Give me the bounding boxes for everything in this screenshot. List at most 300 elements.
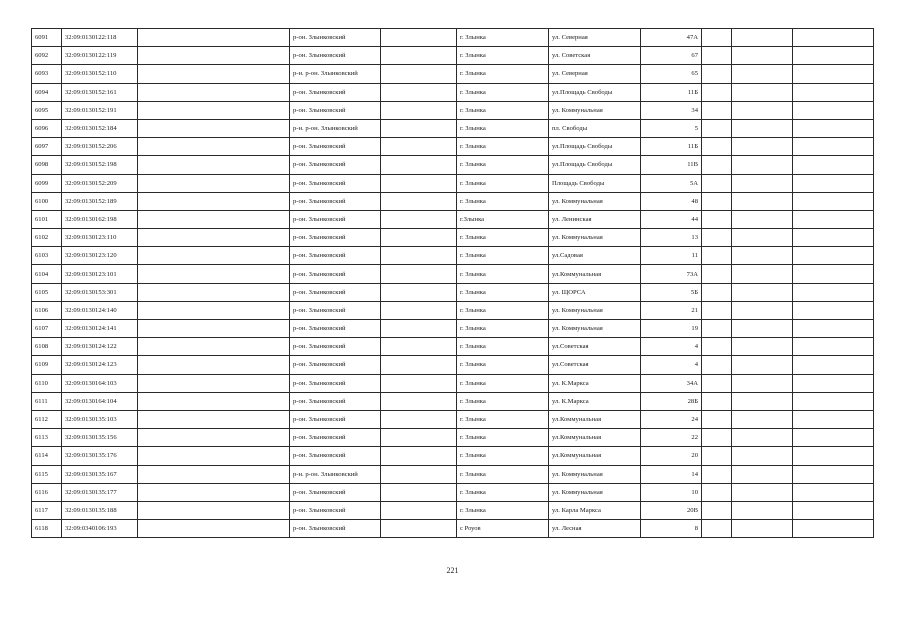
table-row (32, 247, 874, 265)
blank-cell (702, 156, 732, 174)
row-number-cell: 6117 (32, 501, 62, 519)
table-row (32, 101, 874, 119)
street-cell: ул. К.Маркса (549, 392, 641, 410)
blank-cell (381, 265, 457, 283)
blank-cell (381, 29, 457, 47)
blank-cell (702, 119, 732, 137)
cadastral-number-cell: 32:09:0130124:123 (62, 356, 138, 374)
cadastral-number-cell: 32:09:0130123:101 (62, 265, 138, 283)
district-cell: р-он. Злынковский (290, 520, 381, 538)
blank-cell (381, 210, 457, 228)
district-cell: р-он. Злынковский (290, 101, 381, 119)
cadastral-number-cell: 32:09:0130152:209 (62, 174, 138, 192)
blank-cell (381, 229, 457, 247)
house-number-cell: 8 (641, 520, 702, 538)
registry-table (31, 28, 874, 538)
blank-cell (702, 374, 732, 392)
blank-cell (381, 483, 457, 501)
street-cell: ул.Площадь Свободы (549, 83, 641, 101)
cadastral-number-cell: 32:09:0130162:198 (62, 210, 138, 228)
table-row (32, 47, 874, 65)
settlement-cell: г. Злынка (457, 447, 549, 465)
blank-cell (793, 247, 874, 265)
house-number-cell: 34А (641, 374, 702, 392)
table-row (32, 301, 874, 319)
blank-cell (381, 138, 457, 156)
street-cell: ул. Лесная (549, 520, 641, 538)
blank-cell (138, 356, 290, 374)
blank-cell (732, 520, 793, 538)
blank-cell (732, 174, 793, 192)
blank-cell (793, 338, 874, 356)
district-cell: р-он. Злынковский (290, 210, 381, 228)
street-cell: ул.Площадь Свободы (549, 138, 641, 156)
blank-cell (381, 410, 457, 428)
blank-cell (732, 156, 793, 174)
cadastral-number-cell: 32:09:0130164:104 (62, 392, 138, 410)
cadastral-number-cell: 32:09:0130152:189 (62, 192, 138, 210)
cadastral-number-cell: 32:09:0130152:161 (62, 83, 138, 101)
row-number-cell: 6106 (32, 301, 62, 319)
row-number-cell: 6091 (32, 29, 62, 47)
cadastral-number-cell: 32:09:0130135:103 (62, 410, 138, 428)
blank-cell (702, 501, 732, 519)
row-number-cell: 6115 (32, 465, 62, 483)
row-number-cell: 6108 (32, 338, 62, 356)
blank-cell (138, 47, 290, 65)
district-cell: р-он. Злынковский (290, 410, 381, 428)
blank-cell (381, 283, 457, 301)
blank-cell (793, 138, 874, 156)
blank-cell (381, 465, 457, 483)
table-row (32, 410, 874, 428)
house-number-cell: 20В (641, 501, 702, 519)
blank-cell (732, 247, 793, 265)
district-cell: р-он. Злынковский (290, 138, 381, 156)
blank-cell (793, 320, 874, 338)
blank-cell (793, 229, 874, 247)
blank-cell (732, 338, 793, 356)
blank-cell (793, 210, 874, 228)
row-number-cell: 6107 (32, 320, 62, 338)
blank-cell (702, 174, 732, 192)
blank-cell (138, 83, 290, 101)
settlement-cell: г. Злынка (457, 465, 549, 483)
blank-cell (793, 47, 874, 65)
settlement-cell: г. Злынка (457, 429, 549, 447)
settlement-cell: г. Злынка (457, 374, 549, 392)
cadastral-number-cell: 32:09:0130152:198 (62, 156, 138, 174)
row-number-cell: 6097 (32, 138, 62, 156)
blank-cell (138, 138, 290, 156)
blank-cell (793, 301, 874, 319)
row-number-cell: 6092 (32, 47, 62, 65)
blank-cell (702, 229, 732, 247)
blank-cell (138, 338, 290, 356)
settlement-cell: г. Злынка (457, 501, 549, 519)
row-number-cell: 6110 (32, 374, 62, 392)
street-cell: ул.Площадь Свободы (549, 156, 641, 174)
street-cell: ул. Коммунальная (549, 301, 641, 319)
house-number-cell: 34 (641, 101, 702, 119)
blank-cell (702, 483, 732, 501)
blank-cell (381, 374, 457, 392)
row-number-cell: 6095 (32, 101, 62, 119)
settlement-cell: г.Злынка (457, 210, 549, 228)
row-number-cell: 6101 (32, 210, 62, 228)
settlement-cell: г. Злынка (457, 229, 549, 247)
table-row (32, 392, 874, 410)
settlement-cell: г. Злынка (457, 83, 549, 101)
blank-cell (732, 501, 793, 519)
blank-cell (138, 65, 290, 83)
blank-cell (381, 392, 457, 410)
blank-cell (793, 283, 874, 301)
blank-cell (793, 520, 874, 538)
blank-cell (702, 138, 732, 156)
blank-cell (732, 47, 793, 65)
district-cell: р-он. Злынковский (290, 83, 381, 101)
street-cell: пл. Свободы (549, 119, 641, 137)
district-cell: р-н. р-он. Злынковский (290, 65, 381, 83)
street-cell: ул. К.Маркса (549, 374, 641, 392)
district-cell: р-он. Злынковский (290, 301, 381, 319)
district-cell: р-он. Злынковский (290, 192, 381, 210)
blank-cell (793, 65, 874, 83)
cadastral-number-cell: 32:09:0130122:118 (62, 29, 138, 47)
blank-cell (381, 447, 457, 465)
blank-cell (793, 119, 874, 137)
blank-cell (732, 356, 793, 374)
blank-cell (381, 192, 457, 210)
settlement-cell: г. Злынка (457, 101, 549, 119)
house-number-cell: 44 (641, 210, 702, 228)
blank-cell (732, 101, 793, 119)
blank-cell (381, 520, 457, 538)
row-number-cell: 6103 (32, 247, 62, 265)
blank-cell (793, 483, 874, 501)
blank-cell (793, 101, 874, 119)
district-cell: р-он. Злынковский (290, 320, 381, 338)
row-number-cell: 6104 (32, 265, 62, 283)
settlement-cell: г. Злынка (457, 338, 549, 356)
blank-cell (381, 119, 457, 137)
house-number-cell: 11 (641, 247, 702, 265)
blank-cell (732, 192, 793, 210)
house-number-cell: 22 (641, 429, 702, 447)
blank-cell (702, 83, 732, 101)
blank-cell (793, 429, 874, 447)
blank-cell (732, 483, 793, 501)
cadastral-number-cell: 32:09:0130124:140 (62, 301, 138, 319)
street-cell: ул. Карла Маркса (549, 501, 641, 519)
house-number-cell: 4 (641, 338, 702, 356)
house-number-cell: 13 (641, 229, 702, 247)
table-row (32, 119, 874, 137)
settlement-cell: г. Злынка (457, 174, 549, 192)
cadastral-number-cell: 32:09:0130135:177 (62, 483, 138, 501)
row-number-cell: 6116 (32, 483, 62, 501)
house-number-cell: 4 (641, 356, 702, 374)
blank-cell (381, 247, 457, 265)
district-cell: р-он. Злынковский (290, 247, 381, 265)
blank-cell (138, 392, 290, 410)
street-cell: ул. Коммунальная (549, 465, 641, 483)
blank-cell (381, 156, 457, 174)
house-number-cell: 48 (641, 192, 702, 210)
blank-cell (732, 65, 793, 83)
blank-cell (138, 301, 290, 319)
house-number-cell: 11В (641, 156, 702, 174)
street-cell: ул.Коммунальная (549, 265, 641, 283)
settlement-cell: г. Злынка (457, 392, 549, 410)
cadastral-number-cell: 32:09:0130135:188 (62, 501, 138, 519)
blank-cell (732, 29, 793, 47)
cadastral-number-cell: 32:09:0130124:122 (62, 338, 138, 356)
blank-cell (138, 247, 290, 265)
house-number-cell: 11Б (641, 138, 702, 156)
cadastral-number-cell: 32:09:0130135:176 (62, 447, 138, 465)
blank-cell (732, 374, 793, 392)
street-cell: ул. Северная (549, 65, 641, 83)
blank-cell (381, 429, 457, 447)
blank-cell (138, 192, 290, 210)
street-cell: ул. Коммунальная (549, 483, 641, 501)
district-cell: р-он. Злынковский (290, 392, 381, 410)
settlement-cell: г. Злынка (457, 356, 549, 374)
district-cell: р-он. Злынковский (290, 156, 381, 174)
settlement-cell: г. Злынка (457, 29, 549, 47)
blank-cell (702, 29, 732, 47)
row-number-cell: 6111 (32, 392, 62, 410)
street-cell: ул. Ленинская (549, 210, 641, 228)
district-cell: р-он. Злынковский (290, 501, 381, 519)
house-number-cell: 65 (641, 65, 702, 83)
blank-cell (793, 174, 874, 192)
blank-cell (702, 338, 732, 356)
blank-cell (793, 465, 874, 483)
blank-cell (138, 265, 290, 283)
blank-cell (793, 392, 874, 410)
cadastral-number-cell: 32:09:0130164:103 (62, 374, 138, 392)
settlement-cell: г. Злынка (457, 265, 549, 283)
blank-cell (702, 520, 732, 538)
blank-cell (702, 465, 732, 483)
row-number-cell: 6118 (32, 520, 62, 538)
cadastral-number-cell: 32:09:0130152:110 (62, 65, 138, 83)
house-number-cell: 5А (641, 174, 702, 192)
blank-cell (702, 192, 732, 210)
blank-cell (138, 483, 290, 501)
settlement-cell: г. Злынка (457, 47, 549, 65)
house-number-cell: 14 (641, 465, 702, 483)
district-cell: р-он. Злынковский (290, 229, 381, 247)
blank-cell (793, 156, 874, 174)
blank-cell (702, 301, 732, 319)
blank-cell (732, 265, 793, 283)
street-cell: ул. Советская (549, 47, 641, 65)
blank-cell (793, 192, 874, 210)
blank-cell (138, 465, 290, 483)
house-number-cell: 5 (641, 119, 702, 137)
cadastral-number-cell: 32:09:0130152:184 (62, 119, 138, 137)
table-row (32, 265, 874, 283)
blank-cell (793, 356, 874, 374)
blank-cell (732, 392, 793, 410)
house-number-cell: 5Б (641, 283, 702, 301)
district-cell: р-он. Злынковский (290, 283, 381, 301)
table-row (32, 65, 874, 83)
blank-cell (793, 501, 874, 519)
registry-table-body (32, 29, 874, 538)
district-cell: р-он. Злынковский (290, 483, 381, 501)
table-row (32, 29, 874, 47)
row-number-cell: 6098 (32, 156, 62, 174)
blank-cell (381, 101, 457, 119)
street-cell: ул.Советская (549, 356, 641, 374)
blank-cell (138, 174, 290, 192)
district-cell: р-н. р-он. Злынковский (290, 119, 381, 137)
cadastral-number-cell: 32:09:0130122:119 (62, 47, 138, 65)
blank-cell (381, 301, 457, 319)
blank-cell (138, 429, 290, 447)
district-cell: р-он. Злынковский (290, 47, 381, 65)
street-cell: ул. Коммунальная (549, 320, 641, 338)
blank-cell (732, 320, 793, 338)
blank-cell (381, 47, 457, 65)
cadastral-number-cell: 32:09:0130123:110 (62, 229, 138, 247)
house-number-cell: 67 (641, 47, 702, 65)
page-number: 221 (446, 566, 459, 575)
house-number-cell: 10 (641, 483, 702, 501)
settlement-cell: г. Злынка (457, 119, 549, 137)
table-row (32, 83, 874, 101)
blank-cell (702, 356, 732, 374)
blank-cell (138, 229, 290, 247)
row-number-cell: 6099 (32, 174, 62, 192)
blank-cell (702, 410, 732, 428)
street-cell: ул.Садовая (549, 247, 641, 265)
blank-cell (793, 410, 874, 428)
blank-cell (702, 283, 732, 301)
blank-cell (138, 119, 290, 137)
row-number-cell: 6100 (32, 192, 62, 210)
blank-cell (702, 320, 732, 338)
blank-cell (381, 65, 457, 83)
street-cell: ул. Северная (549, 29, 641, 47)
house-number-cell: 19 (641, 320, 702, 338)
blank-cell (732, 83, 793, 101)
table-row (32, 283, 874, 301)
blank-cell (702, 47, 732, 65)
blank-cell (732, 229, 793, 247)
table-row (32, 374, 874, 392)
table-row (32, 520, 874, 538)
blank-cell (381, 501, 457, 519)
cadastral-number-cell: 32:09:0340106:193 (62, 520, 138, 538)
blank-cell (138, 29, 290, 47)
cadastral-number-cell: 32:09:0130152:206 (62, 138, 138, 156)
house-number-cell: 73А (641, 265, 702, 283)
settlement-cell: г. Злынка (457, 156, 549, 174)
blank-cell (138, 410, 290, 428)
cadastral-number-cell: 32:09:0130123:120 (62, 247, 138, 265)
street-cell: ул.Советская (549, 338, 641, 356)
house-number-cell: 28Б (641, 392, 702, 410)
blank-cell (793, 83, 874, 101)
table-row (32, 483, 874, 501)
table-row (32, 320, 874, 338)
blank-cell (702, 447, 732, 465)
district-cell: р-он. Злынковский (290, 356, 381, 374)
street-cell: ул. Коммунальная (549, 101, 641, 119)
street-cell: ул. ЩОРСА (549, 283, 641, 301)
blank-cell (732, 119, 793, 137)
table-row (32, 138, 874, 156)
row-number-cell: 6105 (32, 283, 62, 301)
settlement-cell: г. Злынка (457, 283, 549, 301)
blank-cell (381, 174, 457, 192)
table-row (32, 447, 874, 465)
blank-cell (138, 101, 290, 119)
settlement-cell: г. Злынка (457, 247, 549, 265)
settlement-cell: г. Злынка (457, 410, 549, 428)
district-cell: р-он. Злынковский (290, 429, 381, 447)
district-cell: р-он. Злынковский (290, 338, 381, 356)
table-row (32, 465, 874, 483)
blank-cell (702, 265, 732, 283)
settlement-cell: с Роуов (457, 520, 549, 538)
table-row (32, 174, 874, 192)
blank-cell (732, 283, 793, 301)
blank-cell (138, 320, 290, 338)
blank-cell (732, 301, 793, 319)
street-cell: ул.Коммунальная (549, 429, 641, 447)
house-number-cell: 47А (641, 29, 702, 47)
row-number-cell: 6113 (32, 429, 62, 447)
blank-cell (381, 320, 457, 338)
cadastral-number-cell: 32:09:0130135:156 (62, 429, 138, 447)
blank-cell (138, 374, 290, 392)
row-number-cell: 6093 (32, 65, 62, 83)
district-cell: р-он. Злынковский (290, 29, 381, 47)
blank-cell (138, 283, 290, 301)
house-number-cell: 11Б (641, 83, 702, 101)
table-row (32, 501, 874, 519)
row-number-cell: 6112 (32, 410, 62, 428)
blank-cell (702, 210, 732, 228)
blank-cell (138, 501, 290, 519)
cadastral-number-cell: 32:09:0130135:167 (62, 465, 138, 483)
row-number-cell: 6094 (32, 83, 62, 101)
row-number-cell: 6109 (32, 356, 62, 374)
blank-cell (732, 138, 793, 156)
street-cell: ул.Коммунальная (549, 410, 641, 428)
district-cell: р-он. Злынковский (290, 265, 381, 283)
blank-cell (702, 101, 732, 119)
blank-cell (381, 338, 457, 356)
table-row (32, 429, 874, 447)
settlement-cell: г. Злынка (457, 192, 549, 210)
district-cell: р-он. Злынковский (290, 174, 381, 192)
district-cell: р-н. р-он. Злынковский (290, 465, 381, 483)
street-cell: ул. Коммунальная (549, 192, 641, 210)
cadastral-number-cell: 32:09:0130153:301 (62, 283, 138, 301)
house-number-cell: 21 (641, 301, 702, 319)
blank-cell (732, 447, 793, 465)
district-cell: р-он. Злынковский (290, 447, 381, 465)
settlement-cell: г. Злынка (457, 301, 549, 319)
